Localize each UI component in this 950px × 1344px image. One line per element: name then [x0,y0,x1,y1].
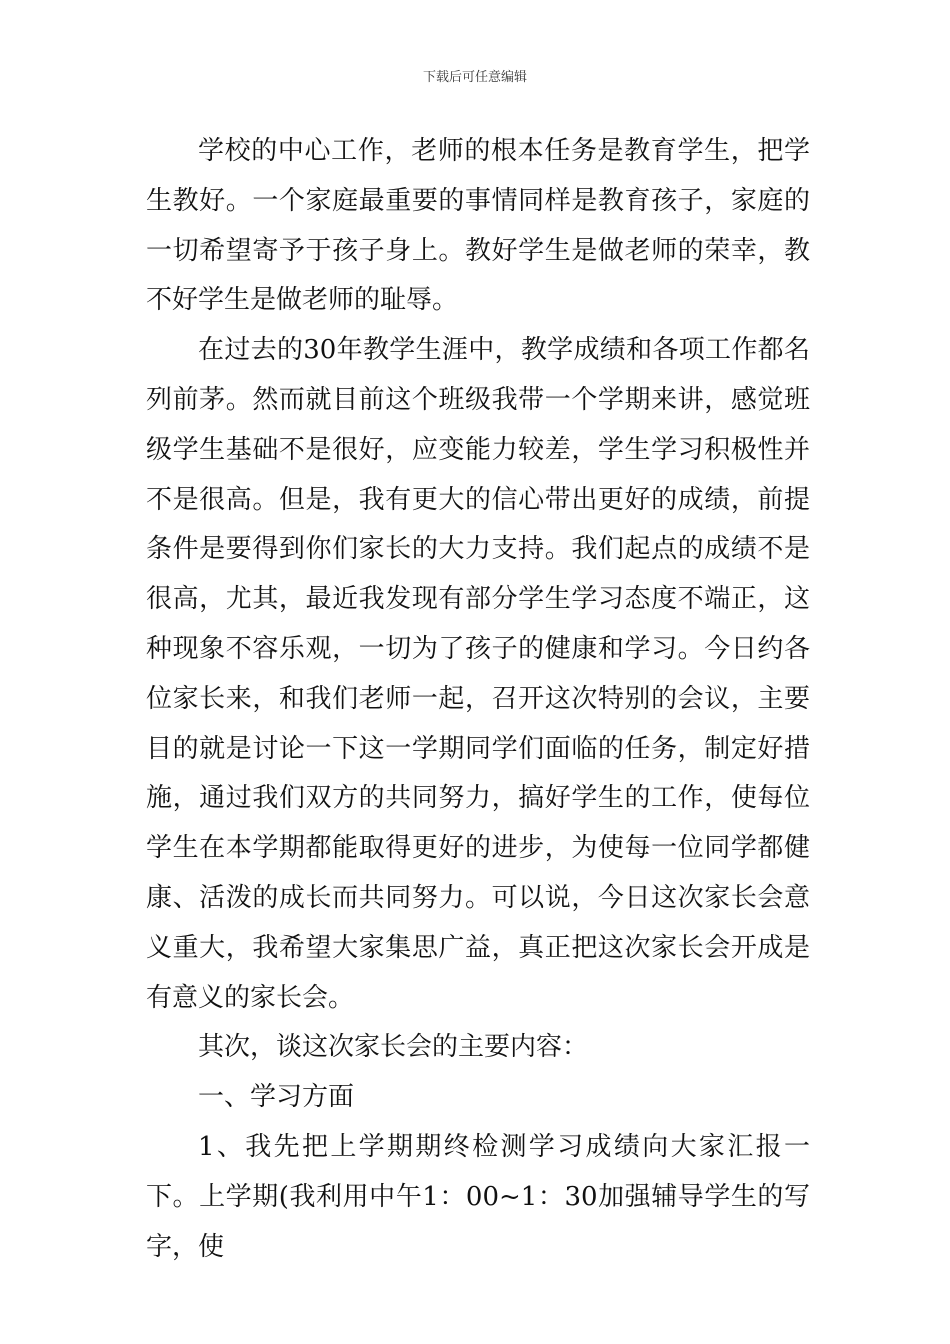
paragraph-intro: 学校的中心工作，老师的根本任务是教育学生，把学生教好。一个家庭最重要的事情同样是教育孩子，家庭的一切希望寄予于孩子身上。教好学生是做老师的荣幸，教不好学生是做老师的耻辱。 [146,136,810,316]
paragraph-main-content: 其次，谈这次家长会的主要内容： [198,1032,589,1063]
document-body [146,127,810,1272]
section-heading-study: 一、学习方面 [198,1082,355,1113]
paragraph-experience: 在过去的30年教学生涯中，教学成绩和各项工作都名列前茅。然而就目前这个班级我带一个学期来讲，感觉班级学生基础不是很好，应变能力较差，学生学习积极性并不是很高。但是，我有更大的信心带出更好的成绩，前提条件是要得到你们家长的大力支持。我们起点的成绩不是很高，尤其，最近我发现有部分学生学习态度不端正，这种现象不容乐观，一切为了孩子的健康和学习。今日约各位家长来，和我们老师一起，召开这次特别的会议，主要目的就是讨论一下这一学期同学们面临的任务，制定好措施，通过我们双方的共同努力，搞好学生的工作，使每位学生在本学期都能取得更好的进步，为使每一位同学都健康、活泼的成长而共同努力。可以说，今日这次家长会意义重大，我希望大家集思广益，真正把这次家长会开成是有意义的家长会。 [146,335,810,1013]
page-header-note: 下载后可任意编辑 [422,70,527,85]
paragraph-report: 1、我先把上学期期终检测学习成绩向大家汇报一下。上学期(我利用中午1：00~1：30加强辅导学生的写字，使 [146,1131,810,1262]
